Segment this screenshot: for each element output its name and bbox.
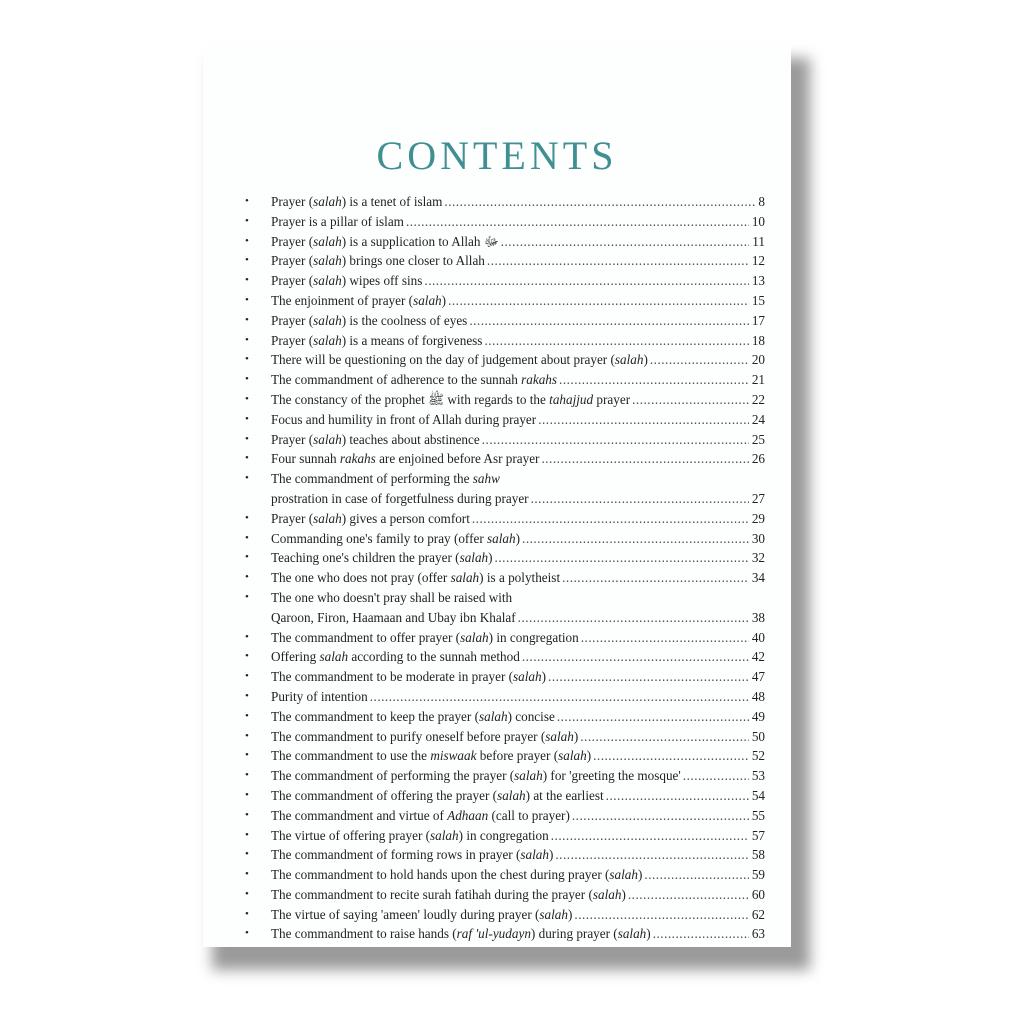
toc-entry-page-number: 29 <box>751 510 765 526</box>
toc-entry-page-number: 8 <box>758 194 765 209</box>
toc-entry-page-number: 18 <box>751 332 765 348</box>
toc-entry-page-number: 53 <box>751 768 765 784</box>
bullet-icon: • <box>245 214 249 227</box>
contents-list <box>245 192 765 944</box>
dot-leader <box>551 826 749 846</box>
dot-leader <box>644 865 748 885</box>
dot-leader <box>531 489 749 509</box>
bullet-icon: • <box>245 907 249 920</box>
toc-entry-page-number: 60 <box>751 886 765 902</box>
toc-entry-page-number: 42 <box>751 649 765 665</box>
toc-entry-title: Prayer (salah) is the coolness of eyes <box>271 312 468 328</box>
bullet-icon: • <box>245 887 249 900</box>
toc-entry-title: The one who does not pray (offer salah) is a polytheist <box>271 570 561 586</box>
toc-entry-page-number: 57 <box>751 827 765 843</box>
toc-entry-title: The enjoinment of prayer (salah) <box>271 292 447 308</box>
page-title: CONTENTS <box>376 133 618 178</box>
toc-entry <box>245 766 765 786</box>
toc-entry <box>245 885 765 905</box>
bullet-icon: • <box>245 531 249 544</box>
toc-entry <box>245 568 765 588</box>
toc-entry-page-number: 17 <box>751 312 765 328</box>
toc-entry <box>245 251 765 271</box>
toc-entry-title: Qaroon, Firon, Haamaan and Ubay ibn Khalaf <box>271 609 516 625</box>
toc-entry-title: Four sunnah rakahs are enjoined before Asr prayer <box>271 451 540 467</box>
toc-entry <box>245 905 765 925</box>
bullet-icon: • <box>245 452 249 465</box>
toc-entry <box>245 529 765 549</box>
toc-entry-title: Prayer is a pillar of islam <box>271 213 404 229</box>
toc-entry-page-number: 52 <box>751 748 765 764</box>
bullet-icon: • <box>245 848 249 861</box>
bullet-icon: • <box>245 432 249 445</box>
toc-entry <box>245 588 765 628</box>
toc-entry-title: Focus and humility in front of Allah during prayer <box>271 411 537 427</box>
dot-leader <box>606 786 749 806</box>
toc-entry-page-number: 59 <box>751 867 765 883</box>
toc-entry-title: Prayer (salah) is a supplication to Allah ﷻ <box>271 233 499 249</box>
bullet-icon: • <box>245 571 249 584</box>
dot-leader <box>484 331 748 351</box>
toc-entry-page-number: 34 <box>751 570 765 586</box>
toc-entry-title: The commandment to be moderate in prayer (salah) <box>271 669 547 685</box>
dot-leader <box>522 647 749 667</box>
toc-entry-title: The virtue of offering prayer (salah) in congregation <box>271 827 549 843</box>
bullet-icon: • <box>245 353 249 366</box>
toc-entry-page-number: 62 <box>751 906 765 922</box>
toc-entry-page-number: 13 <box>751 273 765 289</box>
toc-entry-title: There will be questioning on the day of judgement about prayer (salah) <box>271 352 648 368</box>
bullet-icon: • <box>245 729 249 742</box>
toc-entry-title: The commandment to use the miswaak before prayer (salah) <box>271 748 592 764</box>
toc-entry <box>245 924 765 944</box>
dot-leader <box>406 212 749 232</box>
dot-leader <box>444 192 755 212</box>
dot-leader <box>559 370 749 390</box>
bullet-icon: • <box>245 828 249 841</box>
dot-leader <box>487 251 749 271</box>
toc-entry-title: The commandment of performing the prayer (salah) for 'greeting the mosque' <box>271 768 681 784</box>
toc-entry-title: Prayer (salah) teaches about abstinence <box>271 431 480 447</box>
toc-entry-title: The commandment of forming rows in prayer (salah) <box>271 847 554 863</box>
bullet-icon: • <box>245 333 249 346</box>
toc-entry <box>245 192 765 212</box>
dot-leader <box>469 311 749 331</box>
bullet-icon: • <box>245 472 249 485</box>
bullet-icon: • <box>245 590 249 603</box>
dot-leader <box>593 746 749 766</box>
dot-leader <box>424 271 748 291</box>
toc-entry-page-number: 12 <box>751 253 765 269</box>
dot-leader <box>580 727 749 747</box>
toc-entry-title: prostration in case of forgetfulness during prayer <box>271 490 529 506</box>
toc-entry <box>245 707 765 727</box>
toc-entry-page-number: 55 <box>751 807 765 823</box>
bullet-icon: • <box>245 868 249 881</box>
dot-leader <box>538 410 749 430</box>
toc-entry-title: The commandment to recite surah fatihah during the prayer (salah) <box>271 886 626 902</box>
bullet-icon: • <box>245 689 249 702</box>
dot-leader <box>653 924 749 944</box>
toc-entry-title: The commandment of offering the prayer (salah) at the earliest <box>271 787 604 803</box>
toc-entry <box>245 430 765 450</box>
toc-entry-title: Prayer (salah) gives a person comfort <box>271 510 470 526</box>
toc-entry <box>245 509 765 529</box>
toc-entry <box>245 212 765 232</box>
bullet-icon: • <box>245 650 249 663</box>
toc-entry-page-number: 21 <box>751 372 765 388</box>
bullet-icon: • <box>245 195 249 207</box>
toc-entry <box>245 548 765 568</box>
bullet-icon: • <box>245 927 249 940</box>
toc-entry-title: Offering salah according to the sunnah method <box>271 649 520 665</box>
toc-entry <box>245 806 765 826</box>
bullet-icon: • <box>245 709 249 722</box>
toc-entry <box>245 746 765 766</box>
toc-entry-title: The commandment to offer prayer (salah) in congregation <box>271 629 579 645</box>
dot-leader <box>562 568 749 588</box>
toc-entry <box>245 370 765 390</box>
toc-entry <box>245 826 765 846</box>
toc-entry <box>245 311 765 331</box>
toc-entry <box>245 845 765 865</box>
bullet-icon: • <box>245 749 249 762</box>
toc-entry-page-number: 54 <box>751 787 765 803</box>
toc-entry-page-number: 50 <box>751 728 765 744</box>
dot-leader <box>370 687 749 707</box>
bullet-icon: • <box>245 670 249 683</box>
toc-entry <box>245 410 765 430</box>
toc-entry-page-number: 25 <box>751 431 765 447</box>
toc-entry-title: The commandment to raise hands (raf 'ul-yudayn) during prayer (salah) <box>271 926 651 942</box>
toc-entry-page-number: 49 <box>751 708 765 724</box>
toc-entry-page-number: 11 <box>752 233 765 249</box>
bullet-icon: • <box>245 630 249 643</box>
toc-entry-title: Commanding one's family to pray (offer salah) <box>271 530 521 546</box>
dot-leader <box>650 350 749 370</box>
toc-entry-page-number: 30 <box>751 530 765 546</box>
toc-entry <box>245 390 765 410</box>
toc-entry-title: The commandment to keep the prayer (salah) concise <box>271 708 555 724</box>
dot-leader <box>518 608 749 628</box>
toc-entry-page-number: 63 <box>751 926 765 942</box>
dot-leader <box>683 766 749 786</box>
toc-entry-title: Prayer (salah) wipes off sins <box>271 273 423 289</box>
dot-leader <box>555 845 748 865</box>
toc-entry <box>245 350 765 370</box>
bullet-icon: • <box>245 234 249 247</box>
toc-entry <box>245 667 765 687</box>
dot-leader <box>574 905 748 925</box>
dot-leader <box>448 291 749 311</box>
toc-entry <box>245 449 765 469</box>
toc-entry-title: Prayer (salah) is a tenet of islam <box>271 194 443 209</box>
bullet-icon: • <box>245 313 249 326</box>
toc-entry-title: The commandment and virtue of Adhaan (call to prayer) <box>271 807 570 823</box>
dot-leader <box>581 628 749 648</box>
toc-entry-page-number: 38 <box>751 609 765 625</box>
dot-leader <box>522 529 749 549</box>
toc-entry-title: The commandment to hold hands upon the chest during prayer (salah) <box>271 867 643 883</box>
bullet-icon: • <box>245 293 249 306</box>
bullet-icon: • <box>245 808 249 821</box>
toc-entry <box>245 469 765 509</box>
bullet-icon: • <box>245 254 249 267</box>
toc-entry <box>245 865 765 885</box>
toc-entry-page-number: 47 <box>751 669 765 685</box>
bullet-icon: • <box>245 511 249 524</box>
toc-entry <box>245 628 765 648</box>
toc-entry-title: The virtue of saying 'ameen' loudly during prayer (salah) <box>271 906 573 922</box>
toc-entry-page-number: 15 <box>751 292 765 308</box>
dot-leader <box>495 548 749 568</box>
bullet-icon: • <box>245 551 249 564</box>
dot-leader <box>572 806 749 826</box>
dot-leader <box>472 509 749 529</box>
bullet-icon: • <box>245 392 249 405</box>
toc-entry-title: The commandment to purify oneself before prayer (salah) <box>271 728 579 744</box>
dot-leader <box>557 707 749 727</box>
dot-leader <box>628 885 749 905</box>
toc-entry <box>245 331 765 351</box>
toc-entry-title-line: The commandment of performing the sahw <box>271 471 500 487</box>
toc-entry-page-number: 32 <box>751 550 765 566</box>
toc-entry-page-number: 26 <box>751 451 765 467</box>
toc-entry <box>245 647 765 667</box>
toc-entry-page-number: 10 <box>751 213 765 229</box>
toc-entry-title: Purity of intention <box>271 688 368 704</box>
toc-entry-title: Teaching one's children the prayer (salah) <box>271 550 493 566</box>
bullet-icon: • <box>245 373 249 386</box>
dot-leader <box>482 430 749 450</box>
bullet-icon: • <box>245 412 249 425</box>
toc-entry <box>245 727 765 747</box>
toc-entry-page-number: 22 <box>751 391 765 407</box>
toc-entry-title: The constancy of the prophet ﷺ with regards to the tahajjud prayer <box>271 391 631 407</box>
toc-entry-page-number: 27 <box>751 490 765 506</box>
dot-leader <box>548 667 749 687</box>
dot-leader <box>632 390 749 410</box>
toc-entry-page-number: 58 <box>751 847 765 863</box>
toc-entry <box>245 687 765 707</box>
toc-entry-page-number: 40 <box>751 629 765 645</box>
toc-entry-page-number: 20 <box>751 352 765 368</box>
toc-entry-page-number: 24 <box>751 411 765 427</box>
toc-entry <box>245 232 765 252</box>
dot-leader <box>541 449 748 469</box>
bullet-icon: • <box>245 788 249 801</box>
toc-entry-page-number: 48 <box>751 688 765 704</box>
bullet-icon: • <box>245 274 249 287</box>
dot-leader <box>501 232 750 252</box>
toc-entry-title: Prayer (salah) is a means of forgiveness <box>271 332 483 348</box>
toc-entry-title: The commandment of adherence to the sunnah rakahs <box>271 372 558 388</box>
bullet-icon: • <box>245 769 249 782</box>
toc-entry-title: Prayer (salah) brings one closer to Allah <box>271 253 485 269</box>
toc-entry <box>245 271 765 291</box>
toc-entry <box>245 786 765 806</box>
toc-entry-title-line: The one who doesn't pray shall be raised with <box>271 589 513 605</box>
toc-entry <box>245 291 765 311</box>
book-page <box>203 44 791 947</box>
